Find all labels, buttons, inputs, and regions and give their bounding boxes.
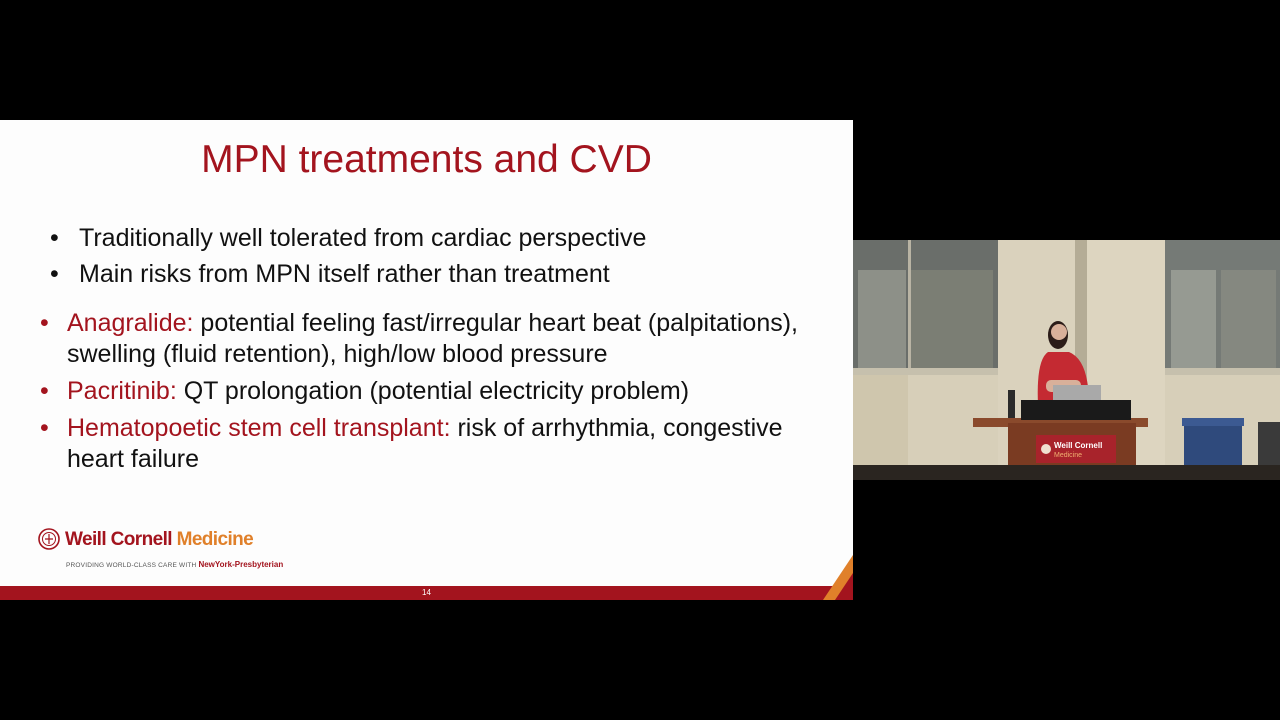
bullet-item: • Main risks from MPN itself rather than treatment <box>50 256 646 292</box>
logo-name-part1: Weill Cornell <box>65 529 177 550</box>
video-frame-image <box>853 240 1280 480</box>
logo-tagline <box>66 560 283 569</box>
logo-name-part2: Medicine <box>176 529 254 550</box>
treatment-item <box>40 376 820 407</box>
seal-icon <box>38 528 60 550</box>
treatment-text: QT prolongation (potential electricity problem) <box>176 377 690 405</box>
treatment-text: potential feeling fast/irregular heart beat (palpitations), swelling (fluid retention), high/low blood pressure <box>67 309 799 368</box>
partner-name: NewYork-Presbyterian <box>198 560 284 569</box>
treatment-term: Pacritinib: <box>67 377 177 405</box>
presentation-slide <box>0 120 853 600</box>
podium-sign-line2: Medicine <box>1054 452 1083 459</box>
podium-sign-line1: Weill Cornell <box>1054 441 1103 450</box>
treatment-term: Anagralide: <box>67 309 194 337</box>
tagline-text: PROVIDING WORLD-CLASS CARE WITH <box>66 562 199 569</box>
logo-wordmark <box>65 528 253 552</box>
speaker-video <box>853 240 1280 480</box>
slide-title: MPN treatments and CVD <box>201 138 652 181</box>
treatment-item <box>40 413 820 475</box>
treatment-list <box>40 308 820 481</box>
bullet-list <box>50 220 646 292</box>
treatment-text: risk of arrhythmia, congestive heart failure <box>67 414 783 473</box>
page-number: 14 <box>422 588 431 597</box>
treatment-term: Hematopoetic stem cell transplant: <box>67 414 451 442</box>
treatment-item <box>40 308 820 370</box>
weill-cornell-logo <box>38 528 298 578</box>
bullet-item: • Traditionally well tolerated from cardiac perspective <box>50 220 646 256</box>
